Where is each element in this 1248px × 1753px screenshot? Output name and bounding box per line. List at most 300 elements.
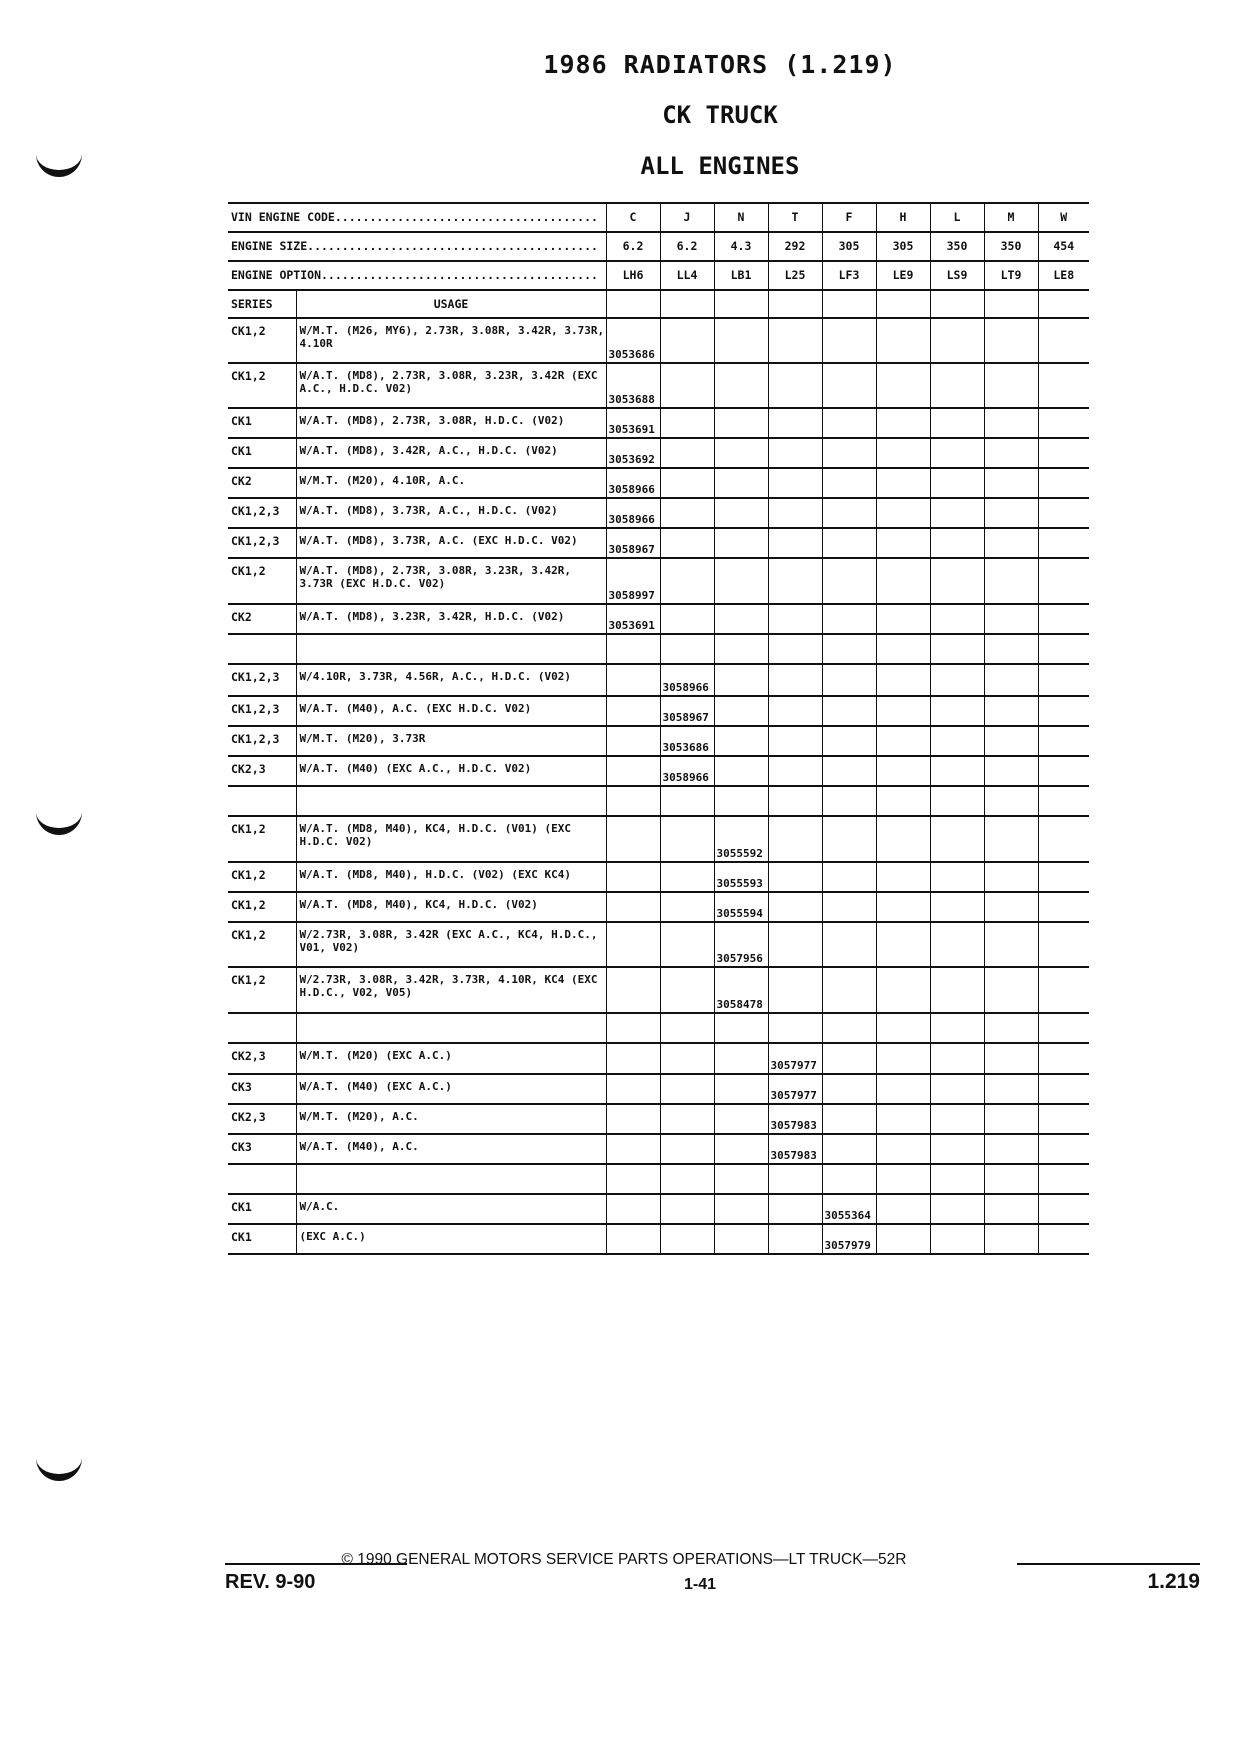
empty-cell	[768, 558, 822, 604]
table-row	[228, 634, 1089, 664]
part-number: 3058967	[660, 696, 714, 726]
table-row	[228, 664, 1089, 696]
empty-cell	[822, 634, 876, 664]
empty-cell	[1038, 468, 1089, 498]
empty-cell	[930, 1074, 984, 1104]
series-cell	[228, 786, 296, 816]
empty-cell	[660, 892, 714, 922]
usage-cell	[296, 786, 606, 816]
empty-cell	[930, 967, 984, 1013]
series-cell: CK1,2,3	[228, 726, 296, 756]
empty-cell	[768, 726, 822, 756]
usage-cell: W/A.T. (M40) (EXC A.C.)	[296, 1074, 606, 1104]
table-row	[228, 318, 1089, 363]
empty-cell	[984, 1164, 1038, 1194]
empty-cell	[822, 726, 876, 756]
header-value: L25	[768, 261, 822, 290]
empty-cell	[822, 892, 876, 922]
empty-cell	[768, 634, 822, 664]
usage-cell: W/M.T. (M20), 3.73R	[296, 726, 606, 756]
empty-cell	[714, 1194, 768, 1224]
empty-cell	[876, 1194, 930, 1224]
empty-cell	[984, 498, 1038, 528]
empty-cell	[660, 1013, 714, 1043]
series-cell: CK1	[228, 1224, 296, 1254]
empty-cell	[606, 1043, 660, 1074]
usage-column-header: USAGE	[296, 290, 606, 318]
empty-cell	[1038, 786, 1089, 816]
engine-subtitle: ALL ENGINES	[640, 152, 800, 180]
series-cell	[228, 1013, 296, 1043]
table-row	[228, 696, 1089, 726]
empty-cell	[606, 634, 660, 664]
empty-cell	[822, 967, 876, 1013]
usage-cell: W/A.T. (MD8, M40), KC4, H.D.C. (V02)	[296, 892, 606, 922]
empty-cell	[1038, 922, 1089, 967]
table-row	[228, 363, 1089, 408]
empty-cell	[714, 634, 768, 664]
table-row	[228, 1164, 1089, 1194]
header-value: H	[876, 203, 930, 232]
empty-cell	[984, 1104, 1038, 1134]
header-value: M	[984, 203, 1038, 232]
vehicle-subtitle: CK TRUCK	[662, 101, 778, 129]
usage-cell	[296, 1013, 606, 1043]
empty-cell	[1038, 726, 1089, 756]
table-row	[228, 558, 1089, 604]
empty-cell	[768, 604, 822, 634]
empty-cell	[714, 1104, 768, 1134]
empty-cell	[1038, 363, 1089, 408]
empty-cell	[660, 318, 714, 363]
usage-cell: W/M.T. (M20) (EXC A.C.)	[296, 1043, 606, 1074]
table-row	[228, 1043, 1089, 1074]
empty-cell	[1038, 1104, 1089, 1134]
empty-cell	[714, 1134, 768, 1164]
empty-cell	[606, 290, 660, 318]
empty-cell	[984, 408, 1038, 438]
part-number: 3055364	[822, 1194, 876, 1224]
empty-cell	[984, 1074, 1038, 1104]
empty-cell	[1038, 1164, 1089, 1194]
empty-cell	[984, 468, 1038, 498]
header-value: W	[1038, 203, 1089, 232]
empty-cell	[984, 1043, 1038, 1074]
part-number: 3058966	[660, 664, 714, 696]
empty-cell	[714, 1224, 768, 1254]
empty-cell	[660, 528, 714, 558]
part-number: 3058966	[606, 498, 660, 528]
table-row	[228, 438, 1089, 468]
empty-cell	[660, 363, 714, 408]
header-value: F	[822, 203, 876, 232]
empty-cell	[876, 816, 930, 862]
series-cell: CK1,2	[228, 816, 296, 862]
binder-hole-mark	[36, 1444, 82, 1481]
table-row	[228, 1104, 1089, 1134]
empty-cell	[930, 696, 984, 726]
empty-cell	[660, 1164, 714, 1194]
empty-cell	[1038, 756, 1089, 786]
header-value: LT9	[984, 261, 1038, 290]
empty-cell	[930, 468, 984, 498]
usage-cell: W/M.T. (M20), A.C.	[296, 1104, 606, 1134]
empty-cell	[930, 1104, 984, 1134]
empty-cell	[876, 498, 930, 528]
empty-cell	[768, 528, 822, 558]
empty-cell	[1038, 1074, 1089, 1104]
empty-cell	[984, 438, 1038, 468]
empty-cell	[768, 1013, 822, 1043]
empty-cell	[768, 696, 822, 726]
empty-cell	[822, 1074, 876, 1104]
part-number: 3055594	[714, 892, 768, 922]
header-value: N	[714, 203, 768, 232]
empty-cell	[930, 786, 984, 816]
empty-cell	[660, 498, 714, 528]
empty-cell	[660, 1043, 714, 1074]
empty-cell	[606, 1134, 660, 1164]
empty-cell	[930, 604, 984, 634]
table-row	[228, 892, 1089, 922]
table-row	[228, 1013, 1089, 1043]
part-number: 3057983	[768, 1134, 822, 1164]
empty-cell	[1038, 528, 1089, 558]
table-row	[228, 604, 1089, 634]
empty-cell	[768, 1224, 822, 1254]
empty-cell	[822, 438, 876, 468]
header-value: LS9	[930, 261, 984, 290]
series-cell: CK2,3	[228, 1043, 296, 1074]
series-cell	[228, 1164, 296, 1194]
empty-cell	[714, 1164, 768, 1194]
empty-cell	[1038, 1013, 1089, 1043]
empty-cell	[768, 786, 822, 816]
empty-cell	[930, 363, 984, 408]
empty-cell	[876, 468, 930, 498]
header-value: LE9	[876, 261, 930, 290]
empty-cell	[984, 558, 1038, 604]
empty-cell	[1038, 408, 1089, 438]
empty-cell	[1038, 498, 1089, 528]
part-number: 3055593	[714, 862, 768, 892]
page-number: 1-41	[683, 1576, 717, 1593]
header-label: ENGINE OPTION........................................	[228, 261, 606, 290]
usage-cell: W/A.T. (MD8), 3.23R, 3.42R, H.D.C. (V02)	[296, 604, 606, 634]
header-value: T	[768, 203, 822, 232]
empty-cell	[930, 1013, 984, 1043]
empty-cell	[1038, 1194, 1089, 1224]
empty-cell	[876, 696, 930, 726]
table-row	[228, 726, 1089, 756]
usage-cell	[296, 1164, 606, 1194]
empty-cell	[714, 363, 768, 408]
empty-cell	[876, 967, 930, 1013]
empty-cell	[714, 438, 768, 468]
empty-cell	[714, 726, 768, 756]
empty-cell	[660, 604, 714, 634]
empty-cell	[768, 862, 822, 892]
part-number: 3053691	[606, 408, 660, 438]
series-cell: CK1,2,3	[228, 528, 296, 558]
table-row	[228, 1074, 1089, 1104]
empty-cell	[984, 528, 1038, 558]
empty-cell	[768, 498, 822, 528]
empty-cell	[984, 726, 1038, 756]
part-number: 3058966	[660, 756, 714, 786]
empty-cell	[930, 1224, 984, 1254]
part-number: 3057956	[714, 922, 768, 967]
series-cell: CK1	[228, 408, 296, 438]
header-value: C	[606, 203, 660, 232]
table-row	[228, 786, 1089, 816]
part-number: 3058967	[606, 528, 660, 558]
empty-cell	[984, 967, 1038, 1013]
series-cell: CK1,2	[228, 892, 296, 922]
empty-cell	[876, 634, 930, 664]
empty-cell	[876, 1074, 930, 1104]
empty-cell	[930, 1043, 984, 1074]
part-number: 3057977	[768, 1074, 822, 1104]
empty-cell	[876, 756, 930, 786]
empty-cell	[876, 862, 930, 892]
empty-cell	[606, 1074, 660, 1104]
empty-cell	[714, 290, 768, 318]
header-value: LF3	[822, 261, 876, 290]
empty-cell	[606, 1013, 660, 1043]
part-number: 3057983	[768, 1104, 822, 1134]
table-row	[228, 498, 1089, 528]
empty-cell	[822, 1164, 876, 1194]
empty-cell	[768, 1164, 822, 1194]
empty-cell	[984, 363, 1038, 408]
empty-cell	[606, 1224, 660, 1254]
usage-cell: W/A.T. (MD8), 3.73R, A.C., H.D.C. (V02)	[296, 498, 606, 528]
empty-cell	[660, 634, 714, 664]
empty-cell	[984, 696, 1038, 726]
empty-cell	[714, 696, 768, 726]
empty-cell	[876, 408, 930, 438]
empty-cell	[714, 1043, 768, 1074]
empty-cell	[822, 1043, 876, 1074]
empty-cell	[1038, 634, 1089, 664]
header-value: LE8	[1038, 261, 1089, 290]
empty-cell	[606, 1104, 660, 1134]
column-header-row	[228, 290, 1089, 318]
empty-cell	[714, 1074, 768, 1104]
empty-cell	[984, 786, 1038, 816]
empty-cell	[768, 756, 822, 786]
empty-cell	[984, 318, 1038, 363]
empty-cell	[1038, 558, 1089, 604]
empty-cell	[714, 498, 768, 528]
engine-size-row	[228, 232, 1089, 261]
empty-cell	[984, 1134, 1038, 1164]
header-value: LB1	[714, 261, 768, 290]
series-cell: CK1	[228, 438, 296, 468]
empty-cell	[984, 816, 1038, 862]
empty-cell	[660, 922, 714, 967]
part-number: 3053692	[606, 438, 660, 468]
usage-cell: W/A.T. (M40) (EXC A.C., H.D.C. V02)	[296, 756, 606, 786]
empty-cell	[1038, 604, 1089, 634]
empty-cell	[768, 967, 822, 1013]
empty-cell	[822, 816, 876, 862]
empty-cell	[1038, 892, 1089, 922]
empty-cell	[660, 1194, 714, 1224]
series-cell: CK2,3	[228, 1104, 296, 1134]
empty-cell	[1038, 1134, 1089, 1164]
empty-cell	[606, 696, 660, 726]
empty-cell	[1038, 862, 1089, 892]
empty-cell	[714, 558, 768, 604]
empty-cell	[876, 726, 930, 756]
header-value: 4.3	[714, 232, 768, 261]
empty-cell	[606, 664, 660, 696]
empty-cell	[930, 438, 984, 468]
section-number: 1.219	[1147, 1570, 1200, 1593]
vin-engine-code-row	[228, 203, 1089, 232]
empty-cell	[984, 664, 1038, 696]
empty-cell	[984, 892, 1038, 922]
empty-cell	[930, 498, 984, 528]
header-value: L	[930, 203, 984, 232]
table-row	[228, 756, 1089, 786]
part-number: 3053691	[606, 604, 660, 634]
empty-cell	[768, 290, 822, 318]
empty-cell	[606, 1194, 660, 1224]
usage-cell: W/A.T. (MD8), 3.73R, A.C. (EXC H.D.C. V02)	[296, 528, 606, 558]
empty-cell	[930, 408, 984, 438]
empty-cell	[876, 1043, 930, 1074]
header-value: 6.2	[660, 232, 714, 261]
empty-cell	[822, 1134, 876, 1164]
usage-cell: W/A.T. (MD8), 2.73R, 3.08R, H.D.C. (V02)	[296, 408, 606, 438]
copyright-notice: © 1990 GENERAL MOTORS SERVICE PARTS OPERATIONS—LT TRUCK—52R	[341, 1551, 907, 1568]
empty-cell	[714, 408, 768, 438]
empty-cell	[606, 816, 660, 862]
empty-cell	[822, 696, 876, 726]
empty-cell	[606, 756, 660, 786]
empty-cell	[876, 1224, 930, 1254]
header-value: 292	[768, 232, 822, 261]
usage-cell: (EXC A.C.)	[296, 1224, 606, 1254]
empty-cell	[660, 290, 714, 318]
empty-cell	[714, 1013, 768, 1043]
empty-cell	[714, 604, 768, 634]
empty-cell	[768, 1194, 822, 1224]
empty-cell	[822, 468, 876, 498]
usage-cell: W/A.T. (M40), A.C. (EXC H.D.C. V02)	[296, 696, 606, 726]
usage-cell: W/A.C.	[296, 1194, 606, 1224]
empty-cell	[822, 786, 876, 816]
empty-cell	[930, 756, 984, 786]
empty-cell	[876, 604, 930, 634]
empty-cell	[822, 1013, 876, 1043]
empty-cell	[768, 664, 822, 696]
empty-cell	[930, 816, 984, 862]
empty-cell	[822, 318, 876, 363]
series-cell: CK1,2,3	[228, 664, 296, 696]
series-cell: CK1,2	[228, 318, 296, 363]
empty-cell	[822, 1104, 876, 1134]
revision-label: REV. 9-90	[225, 1571, 316, 1593]
empty-cell	[1038, 967, 1089, 1013]
table-row	[228, 1194, 1089, 1224]
empty-cell	[768, 922, 822, 967]
empty-cell	[930, 1194, 984, 1224]
empty-cell	[606, 922, 660, 967]
series-cell: CK1,2	[228, 363, 296, 408]
series-cell: CK1,2,3	[228, 498, 296, 528]
series-column-header: SERIES	[228, 290, 296, 318]
part-number: 3057979	[822, 1224, 876, 1254]
series-cell: CK1,2	[228, 922, 296, 967]
empty-cell	[984, 604, 1038, 634]
empty-cell	[876, 664, 930, 696]
usage-cell: W/2.73R, 3.08R, 3.42R, 3.73R, 4.10R, KC4 (EXC H.D.C., V02, V05)	[296, 967, 606, 1013]
empty-cell	[606, 862, 660, 892]
empty-cell	[822, 756, 876, 786]
empty-cell	[660, 1224, 714, 1254]
empty-cell	[876, 786, 930, 816]
empty-cell	[606, 892, 660, 922]
empty-cell	[714, 664, 768, 696]
table-row	[228, 1134, 1089, 1164]
table-row	[228, 816, 1089, 862]
empty-cell	[876, 1164, 930, 1194]
series-cell	[228, 634, 296, 664]
part-number: 3053686	[606, 318, 660, 363]
table-row	[228, 967, 1089, 1013]
series-cell: CK2	[228, 604, 296, 634]
table-row	[228, 862, 1089, 892]
series-cell: CK2	[228, 468, 296, 498]
empty-cell	[930, 664, 984, 696]
empty-cell	[930, 862, 984, 892]
empty-cell	[984, 922, 1038, 967]
empty-cell	[660, 862, 714, 892]
empty-cell	[1038, 290, 1089, 318]
empty-cell	[768, 363, 822, 408]
empty-cell	[660, 967, 714, 1013]
header-value: 6.2	[606, 232, 660, 261]
empty-cell	[822, 528, 876, 558]
empty-cell	[660, 1134, 714, 1164]
empty-cell	[714, 318, 768, 363]
header-value: J	[660, 203, 714, 232]
empty-cell	[1038, 1043, 1089, 1074]
usage-cell: W/M.T. (M26, MY6), 2.73R, 3.08R, 3.42R, 3.73R, 4.10R	[296, 318, 606, 363]
empty-cell	[930, 528, 984, 558]
empty-cell	[822, 363, 876, 408]
empty-cell	[984, 1013, 1038, 1043]
empty-cell	[714, 756, 768, 786]
empty-cell	[984, 1224, 1038, 1254]
empty-cell	[714, 528, 768, 558]
series-cell: CK1,2,3	[228, 696, 296, 726]
empty-cell	[930, 1164, 984, 1194]
empty-cell	[1038, 438, 1089, 468]
empty-cell	[606, 786, 660, 816]
header-value: LH6	[606, 261, 660, 290]
empty-cell	[1038, 816, 1089, 862]
empty-cell	[1038, 1224, 1089, 1254]
usage-cell: W/M.T. (M20), 4.10R, A.C.	[296, 468, 606, 498]
empty-cell	[876, 922, 930, 967]
empty-cell	[822, 664, 876, 696]
empty-cell	[876, 1013, 930, 1043]
